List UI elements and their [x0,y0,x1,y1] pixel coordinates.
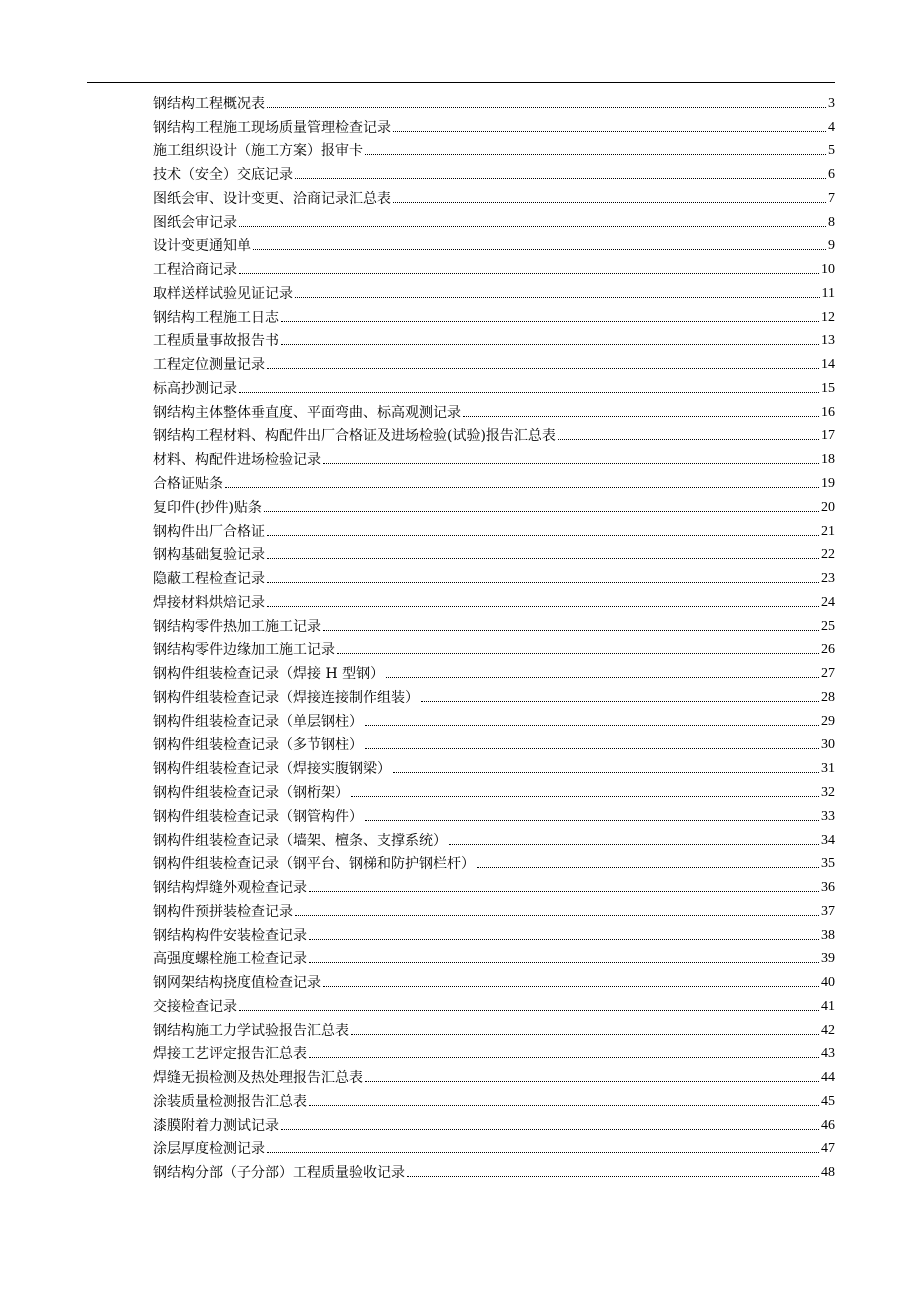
toc-entry[interactable] [153,777,835,801]
toc-entry-title: 工程洽商记录 [153,262,237,279]
toc-entry-page-number: 17 [821,428,835,444]
toc-entry-title: 钢结构零件热加工施工记录 [153,618,321,635]
toc-entry-title: 钢结构零件边缘加工施工记录 [153,642,335,659]
header-rule [87,82,835,83]
dot-leader [365,748,819,749]
toc-entry[interactable] [153,112,835,136]
toc-entry[interactable] [153,896,835,920]
toc-entry-title: 钢构件组装检查记录（钢管构件） [153,808,363,825]
dot-leader [239,226,826,227]
dot-leader [295,915,819,916]
toc-entry[interactable] [153,1110,835,1134]
toc-entry-page-number: 44 [821,1070,835,1086]
dot-leader [365,1081,819,1082]
toc-entry-page-number: 10 [821,262,835,278]
toc-entry[interactable] [153,1134,835,1158]
toc-entry-page-number: 22 [821,547,835,563]
toc-entry[interactable] [153,397,835,421]
toc-entry[interactable] [153,1039,835,1063]
toc-entry-page-number: 31 [821,761,835,777]
toc-entry[interactable] [153,825,835,849]
toc-entry[interactable] [153,136,835,160]
toc-entry-page-number: 32 [821,784,835,800]
toc-entry[interactable] [153,682,835,706]
dot-leader [337,653,819,654]
toc-entry-page-number: 12 [821,309,835,325]
toc-entry-title: 焊缝无损检测及热处理报告汇总表 [153,1070,363,1087]
toc-entry-page-number: 11 [821,285,835,301]
toc-entry[interactable] [153,635,835,659]
toc-entry-title: 钢结构工程材料、构配件出厂合格证及进场检验(试验)报告汇总表 [153,428,556,445]
dot-leader [449,844,819,845]
dot-leader [351,1034,819,1035]
toc-entry[interactable] [153,1157,835,1181]
dot-leader [239,273,819,274]
table-of-contents [153,88,835,1181]
toc-entry-title: 钢结构分部（子分部）工程质量验收记录 [153,1165,405,1182]
dot-leader [295,297,820,298]
toc-entry-page-number: 33 [821,808,835,824]
dot-leader [309,962,819,963]
toc-entry-title: 漆膜附着力测试记录 [153,1117,279,1134]
dot-leader [239,392,819,393]
toc-entry-title: 钢结构工程概况表 [153,95,265,112]
toc-entry[interactable] [153,88,835,112]
toc-entry-title: 图纸会审、设计变更、洽商记录汇总表 [153,190,391,207]
toc-entry[interactable] [153,587,835,611]
toc-entry[interactable] [153,920,835,944]
toc-entry-page-number: 40 [821,975,835,991]
toc-entry-page-number: 14 [821,357,835,373]
toc-entry-page-number: 3 [828,95,835,111]
toc-entry[interactable] [153,540,835,564]
dot-leader [386,677,819,678]
toc-entry[interactable] [153,1062,835,1086]
toc-entry-title: 钢构件组装检查记录（焊接实腹钢梁） [153,761,391,778]
toc-entry[interactable] [153,516,835,540]
toc-entry-title: 钢构件出厂合格证 [153,523,265,540]
toc-entry-title: 取样送样试验见证记录 [153,285,293,302]
toc-entry-page-number: 26 [821,642,835,658]
toc-entry[interactable] [153,444,835,468]
toc-entry-title: 焊接材料烘焙记录 [153,594,265,611]
dot-leader [393,202,826,203]
toc-entry-title: 钢结构主体整体垂直度、平面弯曲、标高观测记录 [153,404,461,421]
toc-entry-page-number: 18 [821,452,835,468]
toc-entry-page-number: 47 [821,1141,835,1157]
toc-entry-page-number: 39 [821,951,835,967]
dot-leader [225,487,819,488]
toc-entry-title: 设计变更通知单 [153,238,251,255]
dot-leader [309,1057,819,1058]
toc-entry-page-number: 20 [821,499,835,515]
dot-leader [267,535,819,536]
toc-entry[interactable] [153,967,835,991]
toc-entry[interactable] [153,278,835,302]
dot-leader [558,439,819,440]
toc-entry-page-number: 21 [821,523,835,539]
toc-entry-title: 工程质量事故报告书 [153,333,279,350]
dot-leader [323,986,819,987]
toc-entry-title: 钢网架结构挠度值检查记录 [153,975,321,992]
toc-entry[interactable] [153,872,835,896]
toc-entry-page-number: 25 [821,618,835,634]
toc-entry-title: 合格证贴条 [153,476,223,493]
dot-leader [267,558,819,559]
toc-entry-title: 隐蔽工程检查记录 [153,571,265,588]
toc-entry[interactable] [153,753,835,777]
toc-entry[interactable] [153,563,835,587]
dot-leader [421,701,819,702]
toc-entry-title: 钢构件组装检查记录（钢桁架） [153,784,349,801]
toc-entry[interactable] [153,159,835,183]
toc-entry-page-number: 6 [828,167,835,183]
toc-entry-page-number: 43 [821,1046,835,1062]
toc-entry-title: 复印件(抄件)贴条 [153,499,262,516]
toc-entry[interactable] [153,207,835,231]
toc-entry-page-number: 35 [821,856,835,872]
toc-entry[interactable] [153,373,835,397]
dot-leader [323,463,819,464]
toc-entry[interactable] [153,492,835,516]
toc-entry-page-number: 48 [821,1165,835,1181]
dot-leader [281,1129,819,1130]
toc-entry-page-number: 46 [821,1117,835,1133]
toc-entry[interactable] [153,468,835,492]
dot-leader [267,107,826,108]
dot-leader [295,178,826,179]
toc-entry[interactable] [153,231,835,255]
toc-entry[interactable] [153,421,835,445]
toc-entry[interactable] [153,658,835,682]
toc-entry-title: 高强度螺栓施工检查记录 [153,951,307,968]
toc-entry[interactable] [153,302,835,326]
toc-entry-page-number: 5 [828,143,835,159]
toc-entry-title: 材料、构配件进场检验记录 [153,452,321,469]
toc-entry-page-number: 42 [821,1022,835,1038]
toc-entry-title: 钢构件组装检查记录（单层钢柱） [153,713,363,730]
toc-entry-title: 钢构件组装检查记录（焊接 H 型钢） [153,666,385,683]
dot-leader [281,321,819,322]
toc-entry[interactable] [153,706,835,730]
toc-entry-page-number: 23 [821,571,835,587]
toc-entry-page-number: 36 [821,880,835,896]
dot-leader [477,867,819,868]
dot-leader [267,582,819,583]
dot-leader [351,796,819,797]
toc-entry-title: 钢结构施工力学试验报告汇总表 [153,1022,349,1039]
toc-entry-page-number: 30 [821,737,835,753]
toc-entry-page-number: 41 [821,998,835,1014]
dot-leader [365,820,819,821]
dot-leader [309,1105,819,1106]
toc-entry[interactable] [153,1086,835,1110]
toc-entry-title: 钢结构构件安装检查记录 [153,927,307,944]
dot-leader [365,154,826,155]
toc-entry-title: 钢结构焊缝外观检查记录 [153,880,307,897]
toc-entry-page-number: 29 [821,713,835,729]
toc-entry-page-number: 7 [828,190,835,206]
toc-entry-title: 工程定位测量记录 [153,357,265,374]
toc-entry[interactable] [153,849,835,873]
toc-entry-page-number: 4 [828,119,835,135]
toc-entry-title: 技术（安全）交底记录 [153,167,293,184]
dot-leader [407,1176,819,1177]
toc-entry[interactable] [153,801,835,825]
toc-entry-page-number: 34 [821,832,835,848]
dot-leader [393,131,826,132]
toc-entry-page-number: 24 [821,594,835,610]
toc-entry-title: 标高抄测记录 [153,380,237,397]
dot-leader [365,725,819,726]
toc-entry-page-number: 37 [821,903,835,919]
dot-leader [267,606,819,607]
toc-entry-title: 钢构件预拼装检查记录 [153,903,293,920]
dot-leader [393,772,819,773]
toc-entry-page-number: 27 [821,666,835,682]
dot-leader [253,249,826,250]
toc-entry[interactable] [153,730,835,754]
toc-entry[interactable] [153,326,835,350]
toc-entry-page-number: 15 [821,380,835,396]
toc-entry-page-number: 28 [821,689,835,705]
toc-entry[interactable] [153,349,835,373]
toc-entry-title: 钢构件组装检查记录（焊接连接制作组装） [153,689,419,706]
toc-entry-page-number: 19 [821,476,835,492]
dot-leader [267,368,819,369]
toc-entry-title: 施工组织设计（施工方案）报审卡 [153,143,363,160]
toc-entry-title: 钢结构工程施工日志 [153,309,279,326]
toc-entry-page-number: 9 [828,238,835,254]
toc-entry-title: 图纸会审记录 [153,214,237,231]
toc-entry-page-number: 38 [821,927,835,943]
toc-entry-page-number: 16 [821,404,835,420]
toc-entry[interactable] [153,611,835,635]
toc-entry-title: 钢构基础复验记录 [153,547,265,564]
dot-leader [239,1010,819,1011]
toc-entry[interactable] [153,991,835,1015]
toc-entry-title: 涂层厚度检测记录 [153,1141,265,1158]
toc-entry-title: 钢构件组装检查记录（多节钢柱） [153,737,363,754]
dot-leader [309,939,819,940]
toc-entry-page-number: 45 [821,1093,835,1109]
toc-entry-title: 钢构件组装检查记录（钢平台、钢梯和防护钢栏杆） [153,856,475,873]
toc-entry-title: 交接检查记录 [153,998,237,1015]
dot-leader [281,344,819,345]
toc-entry-title: 钢结构工程施工现场质量管理检查记录 [153,119,391,136]
toc-entry-title: 涂装质量检测报告汇总表 [153,1093,307,1110]
dot-leader [267,1152,819,1153]
toc-entry[interactable] [153,944,835,968]
toc-entry-page-number: 8 [828,214,835,230]
toc-entry-title: 焊接工艺评定报告汇总表 [153,1046,307,1063]
dot-leader [323,630,819,631]
toc-entry[interactable] [153,1015,835,1039]
dot-leader [309,891,819,892]
dot-leader [264,511,819,512]
dot-leader [463,416,819,417]
toc-entry-page-number: 13 [821,333,835,349]
toc-entry[interactable] [153,183,835,207]
toc-entry[interactable] [153,254,835,278]
toc-entry-title: 钢构件组装检查记录（墙架、檀条、支撑系统） [153,832,447,849]
